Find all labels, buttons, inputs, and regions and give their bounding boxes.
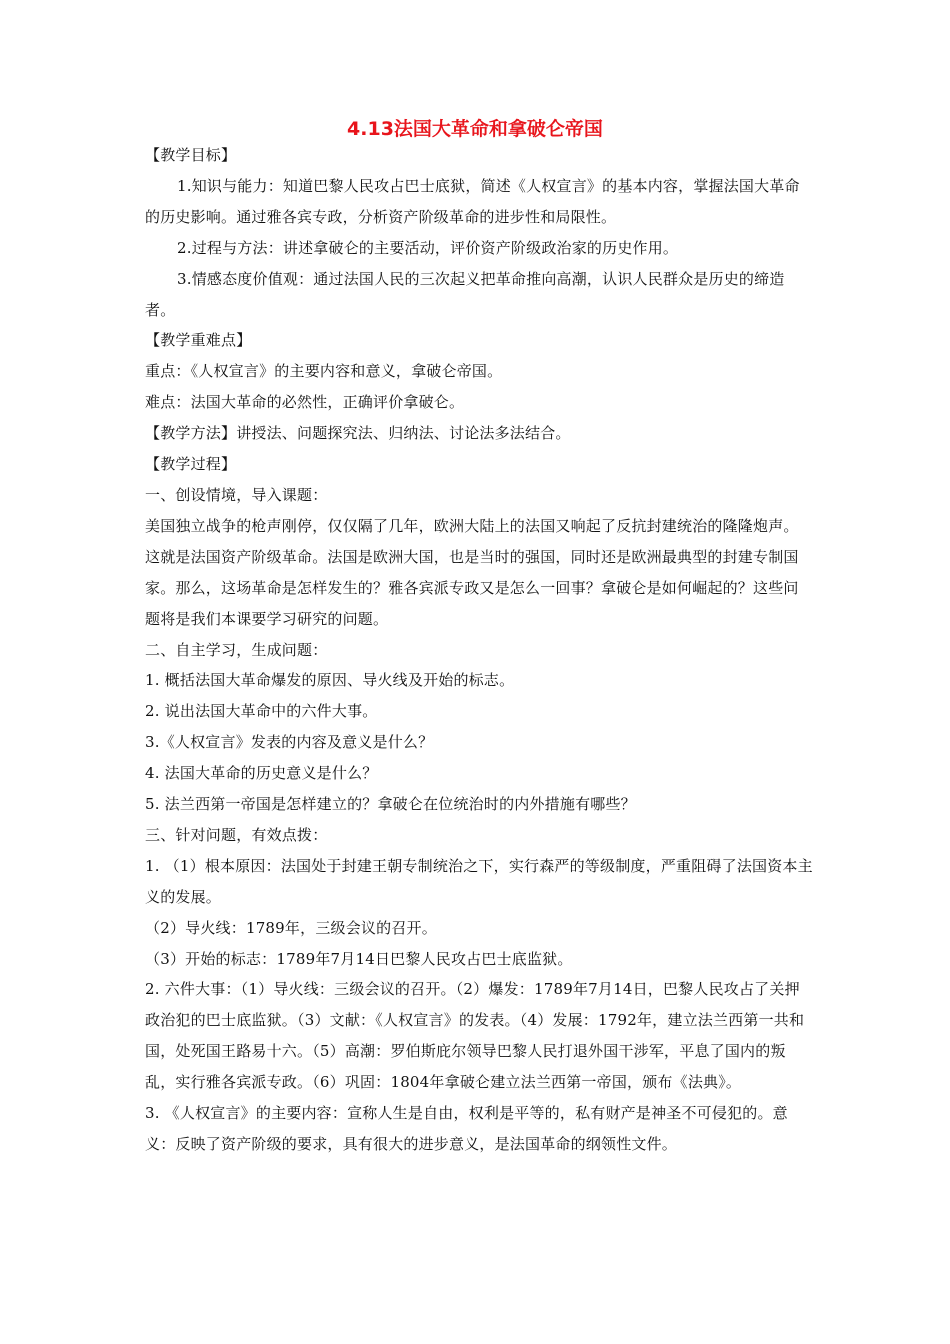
- section-heading-objectives: 【教学目标】: [145, 146, 237, 164]
- question-item: 2. 说出法国大革命中的六件大事。: [145, 702, 378, 721]
- objective-knowledge: 1.知识与能力：知道巴黎人民攻占巴士底狱，简述《人权宣言》的基本内容，掌握法国大革命的历史影响。通过雅各宾专政，分析资产阶级革命的进步性和局限性。: [145, 176, 800, 226]
- document-title: 4.13法国大革命和拿破仑帝国: [347, 118, 603, 140]
- step-heading-intro: 一、创设情境，导入课题：: [145, 485, 328, 504]
- answer-item: 1. （1）根本原因：法国处于封建王朝专制统治之下，实行森严的等级制度，严重阻碍了法国资本主义的发展。: [145, 856, 813, 906]
- question-item: 5. 法兰西第一帝国是怎样建立的？拿破仑在位统治时的内外措施有哪些？: [145, 795, 636, 814]
- section-heading-key-points: 【教学重难点】: [145, 331, 252, 350]
- step-heading-guidance: 三、针对问题，有效点拨：: [145, 825, 328, 844]
- answer-item: 3. 《人权宣言》的主要内容：宣称人生是自由，权利是平等的，私有财产是神圣不可侵犯的。意义：反映了资产阶级的要求，具有很大的进步意义，是法国革命的纲领性文件。: [145, 1104, 788, 1153]
- document-body: [145, 140, 813, 1160]
- question-item: 3.《人权宣言》发表的内容及意义是什么？: [145, 733, 434, 752]
- section-heading-methods: 【教学方法】讲授法、问题探究法、归纳法、讨论法多法结合。: [145, 424, 571, 443]
- difficult-point: 难点：法国大革命的必然性，正确评价拿破仑。: [145, 393, 465, 412]
- objective-values: 3.情感态度价值观：通过法国人民的三次起义把革命推向高潮，认识人民群众是历史的缔造者。: [145, 269, 785, 319]
- question-item: 1. 概括法国大革命爆发的原因、导火线及开始的标志。: [145, 671, 515, 690]
- objective-process: 2.过程与方法：讲述拿破仑的主要活动，评价资产阶级政治家的历史作用。: [177, 238, 679, 257]
- answer-subitem: （3）开始的标志：1789年7月14日巴黎人民攻占巴士底监狱。: [145, 949, 573, 968]
- answer-item: 2. 六件大事：（1）导火线：三级会议的召开。（2）爆发：1789年7月14日，巴黎人民攻占了关押政治犯的巴士底监狱。（3）文献：《人权宣言》的发表。（4）发展：1792年，建立法兰西第一共和国，处死国王路易十六。（5）高潮：罗伯斯庇尔领导巴黎人民打退外国干涉军，平息了国内的叛乱，实行雅各宾派专政。（6）巩固：1804年拿破仑建立法兰西第一帝国，颁布《法典》。: [145, 980, 805, 1092]
- key-point: 重点：《人权宣言》的主要内容和意义，拿破仑帝国。: [145, 362, 503, 381]
- intro-paragraph: 美国独立战争的枪声刚停，仅仅隔了几年，欧洲大陆上的法国又响起了反抗封建统治的隆隆炮声。这就是法国资产阶级革命。法国是欧洲大国，也是当时的强国，同时还是欧洲最典型的封建专制国家。那么，这场革命是怎样发生的？雅各宾派专政又是怎么一回事？拿破仑是如何崛起的？这些问题将是我们本课要学习研究的问题。: [145, 516, 799, 628]
- question-item: 4. 法国大革命的历史意义是什么？: [145, 764, 378, 783]
- step-heading-self-study: 二、自主学习，生成问题：: [145, 640, 328, 659]
- answer-subitem: （2）导火线：1789年，三级会议的召开。: [145, 918, 437, 937]
- section-heading-process: 【教学过程】: [145, 455, 237, 474]
